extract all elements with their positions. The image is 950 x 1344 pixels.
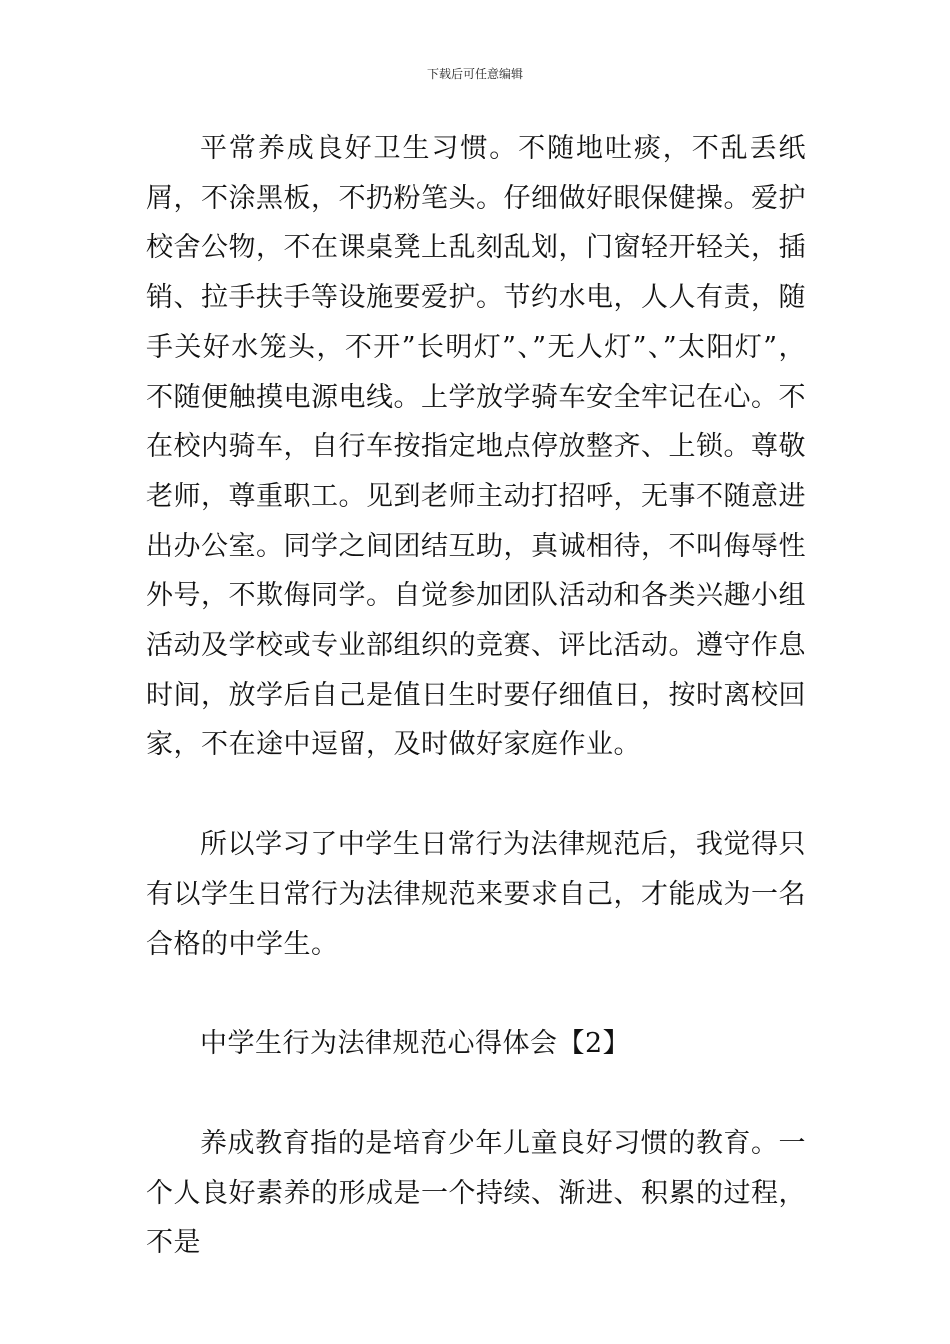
paragraph-conclusion: 所以学习了中学生日常行为法律规范后，我觉得只有以学生日常行为法律规范来要求自己，才能成为一名合格的中学生。 (146, 829, 806, 960)
document-body (146, 124, 806, 1268)
paragraph-hygiene-habits: 平常养成良好卫生习惯。不随地吐痰，不乱丢纸屑，不涂黑板，不扔粉笔头。仔细做好眼保健操。爱护校舍公物，不在课桌凳上乱刻乱划，门窗轻开轻关，插销、拉手扶手等设施要爱护。节约水电，人人有责，随手关好水笼头，不开”长明灯”、”无人灯”、”太阳灯”，不随便触摸电源电线。上学放学骑车安全牢记在心。不在校内骑车，自行车按指定地点停放整齐、上锁。尊敬老师，尊重职工。见到老师主动打招呼，无事不随意进出办公室。同学之间团结互助，真诚相待，不叫侮辱性外号，不欺侮同学。自觉参加团队活动和各类兴趣小组活动及学校或专业部组织的竞赛、评比活动。遵守作息时间，放学后自己是值日生时要仔细值日，按时离校回家，不在途中逗留，及时做好家庭作业。 (146, 133, 806, 761)
section-heading: 中学生行为法律规范心得体会【2】 (200, 1028, 631, 1060)
paragraph-habit-education: 养成教育指的是培育少年儿童良好习惯的教育。一个人良好素养的形成是一个持续、渐进、积累的过程，不是 (146, 1127, 806, 1259)
header-note: 下载后可任意编辑 (426, 67, 523, 81)
